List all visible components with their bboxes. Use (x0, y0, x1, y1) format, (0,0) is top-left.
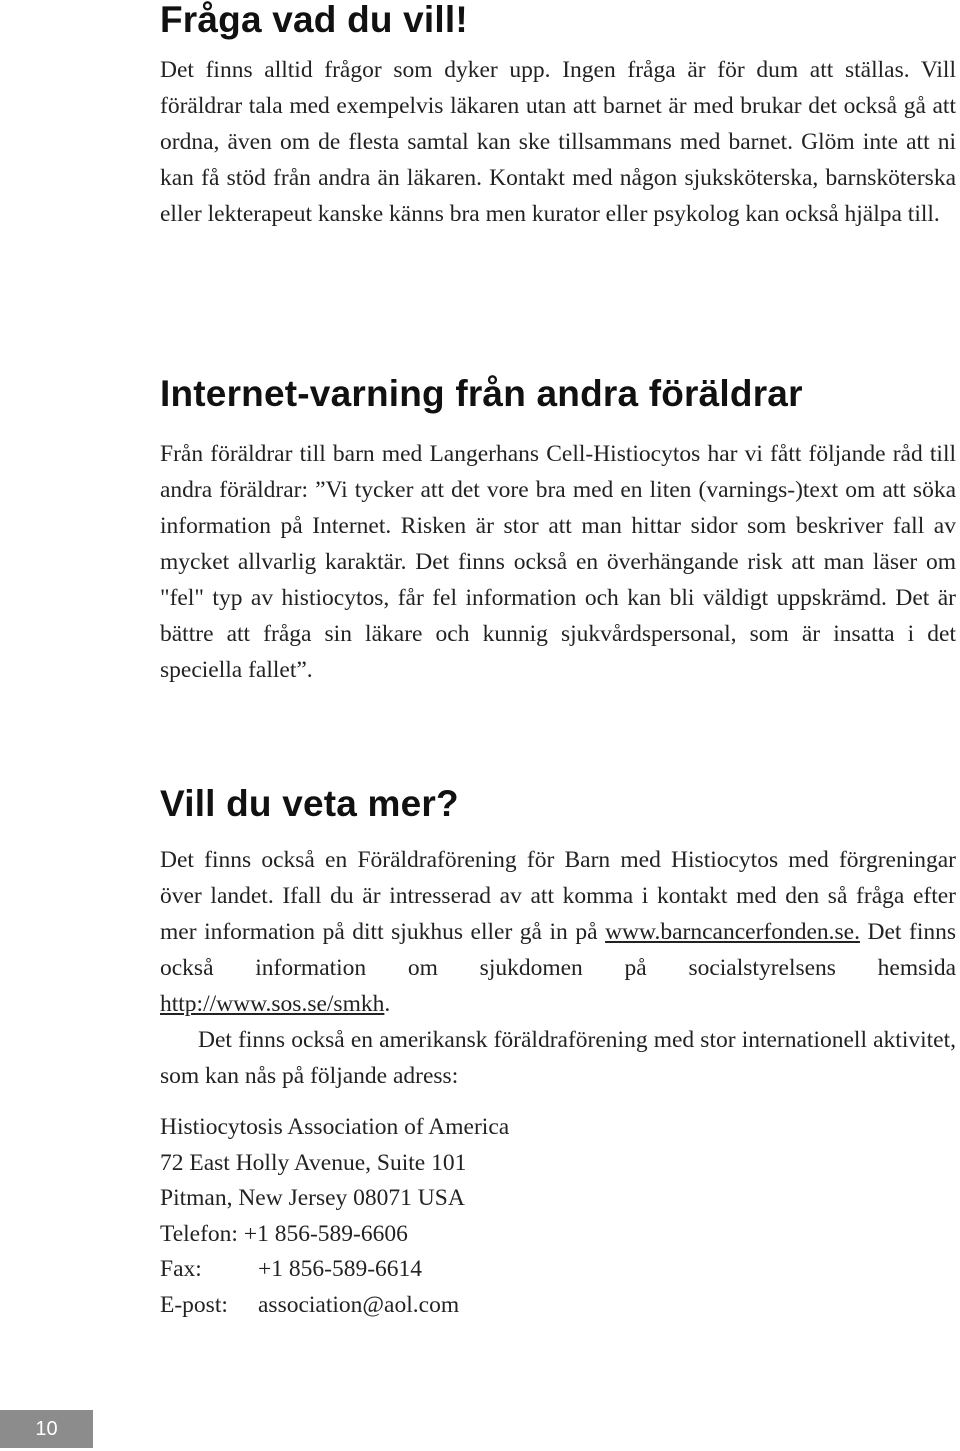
email-value: association@aol.com (258, 1291, 460, 1318)
paragraph-text-part: Det finns också information om sjukdomen på socialstyrelsens hemsida (160, 919, 956, 981)
section-title-learn-more: Vill du veta mer? (160, 783, 459, 824)
email-label: E-post: (160, 1291, 228, 1318)
fax-label: Fax: (160, 1256, 202, 1282)
address-phone-row (160, 1217, 956, 1253)
section-ask-anything (160, 0, 956, 232)
phone-value: +1 856-589-6606 (243, 1220, 408, 1247)
address-city: Pitman, New Jersey 08071 USA (160, 1185, 465, 1211)
phone-label: Telefon: (160, 1220, 238, 1247)
link-barncancerfonden[interactable]: www.barncancerfonden.se. (605, 919, 860, 945)
link-socialstyrelsen[interactable]: http://www.sos.se/smkh (160, 991, 385, 1017)
paragraph-text-part: Det finns också en Föräldraförening för Barn med Histiocytos med förgreningar över landet. Ifall du är intresserad av att komma i kontakt med den så fråga efter mer information på ditt sjukhus eller gå in på (160, 847, 956, 945)
address-block (160, 1110, 956, 1323)
paragraph-internet-warning: Från föräldrar till barn med Langerhans Cell-Histiocytos har vi fått följande råd till andra föräldrar: ”Vi tycker att det vore bra med en liten (varnings-)text om att söka information på Internet. Risken är stor att man hittar sidor som beskriver fall av mycket allvarlig karaktär. Det finns också en överhängande risk att man läser om "fel" typ av histiocytos, får fel information och kan bli väldigt uppskrämd. Det är bättre att fråga sin läkare och kunnig sjukvårdspersonal, som är insatta i det speciella fallet”. (160, 441, 956, 683)
paragraph-parent-association (160, 842, 956, 1022)
address-email-row (160, 1288, 956, 1324)
section-internet-warning (160, 374, 956, 688)
page-number-badge: 10 (0, 1410, 93, 1448)
paragraph-text-part: . (384, 991, 391, 1017)
section-title-ask-anything: Fråga vad du vill! (160, 0, 468, 40)
section-learn-more (160, 784, 956, 1323)
fax-value: +1 856-589-6614 (258, 1256, 423, 1282)
address-name: Histiocytosis Association of America (160, 1114, 510, 1140)
section-title-internet-warning: Internet-varning från andra föräldrar (160, 373, 803, 414)
paragraph-american-association: Det finns också en amerikansk föräldraförening med stor internationell aktivitet, som kan nås på följande adress: (160, 1027, 956, 1089)
paragraph-ask-anything: Det finns alltid frågor som dyker upp. Ingen fråga är för dum att ställas. Vill föräldrar tala med exempelvis läkaren utan att barnet är med brukar det också gå att ordna, även om de flesta samtal kan ske tillsammans med barnet. Glöm inte att ni kan få stöd från andra än läkaren. Kontakt med någon sjuksköterska, barnsköterska eller lekterapeut kanske känns bra men kurator eller psykolog kan också hjälpa till. (160, 57, 956, 227)
address-fax-row (160, 1252, 956, 1288)
address-street: 72 East Holly Avenue, Suite 101 (160, 1149, 467, 1176)
